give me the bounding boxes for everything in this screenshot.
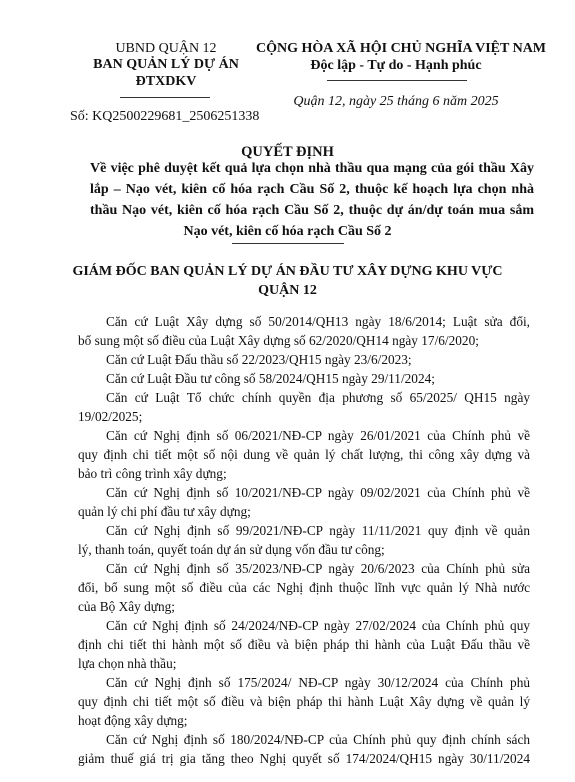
issue-date: Quận 12, ngày 25 tháng 6 năm 2025 <box>293 94 499 109</box>
subject-line-3: thầu Nạo vét, kiên cố hóa rạch Cầu Số 2, thuộc dự án/dự toán mua sắm <box>90 203 534 218</box>
title-divider <box>232 243 344 244</box>
basis-line: Căn cứ Nghị định số 35/2023/NĐ-CP ngày 20/6/2023 của Chính phủ sửa <box>106 561 530 576</box>
basis-line: đổi, bổ sung một số điều của các Nghị định thuộc lĩnh vực quản lý Nhà nước <box>78 580 530 595</box>
header-agency-line2: BAN QUẢN LÝ DỰ ÁN <box>93 57 239 72</box>
basis-line: quản lý chi phí đầu tư xây dựng; <box>78 504 251 519</box>
basis-line: quy định chi tiết một số điều và biện pháp thi hành Luật Xây dựng về quản lý <box>78 694 530 709</box>
authority-line-1: GIÁM ĐỐC BAN QUẢN LÝ DỰ ÁN ĐẦU TƯ XÂY DỰNG KHU VỰC <box>72 264 503 279</box>
header-agency-line1: UBND QUẬN 12 <box>115 41 217 56</box>
basis-line: 19/02/2025; <box>78 409 143 424</box>
basis-line: định chi tiết thi hành một số điều và biện pháp thi hành của Luật Đấu thầu về <box>78 637 530 652</box>
header-agency-line3: ĐTXDKV <box>135 74 197 89</box>
header-right-divider <box>327 80 467 81</box>
basis-line: lựa chọn nhà thầu; <box>78 656 177 671</box>
subject-line-2: lắp – Nạo vét, kiên cố hóa rạch Cầu Số 2, thuộc kế hoạch lựa chọn nhà <box>90 182 534 197</box>
subject-line-1: Về việc phê duyệt kết quả lựa chọn nhà thầu qua mạng của gói thầu Xây <box>90 161 534 176</box>
basis-line: Căn cứ Nghị định số 180/2024/NĐ-CP của Chính phủ quy định chính sách <box>106 732 530 747</box>
basis-line: bảo trì công trình xây dựng; <box>78 466 227 481</box>
basis-line: Căn cứ Nghị định số 24/2024/NĐ-CP ngày 27/02/2024 của Chính phủ quy <box>106 618 530 633</box>
basis-line: Căn cứ Luật Đấu thầu số 22/2023/QH15 ngày 23/6/2023; <box>106 352 412 367</box>
basis-line: quy định chi tiết một số nội dung về quản lý chất lượng, thi công xây dựng và <box>78 447 530 462</box>
basis-line: bổ sung một số điều của Luật Xây dựng số 62/2020/QH14 ngày 17/6/2020; <box>78 333 479 348</box>
basis-line: Căn cứ Luật Đầu tư công số 58/2024/QH15 ngày 29/11/2024; <box>106 371 435 386</box>
basis-line: của Bộ Xây dựng; <box>78 599 175 614</box>
basis-line: Căn cứ Nghị định số 99/2021/NĐ-CP ngày 11/11/2021 quy định về quản <box>106 523 530 538</box>
header-nation-title: CỘNG HÒA XÃ HỘI CHỦ NGHĨA VIỆT NAM <box>256 41 547 56</box>
basis-line: hoạt động xây dựng; <box>78 713 188 728</box>
basis-line: giảm thuế giá trị gia tăng theo Nghị quyết số 174/2024/QH15 ngày 30/11/2024 <box>78 751 530 766</box>
basis-line: Căn cứ Nghị định số 175/2024/ NĐ-CP ngày 30/12/2024 của Chính phủ <box>106 675 530 690</box>
header-left-divider <box>120 97 210 98</box>
document-heading: QUYẾT ĐỊNH <box>241 144 334 160</box>
basis-line: lý, thanh toán, quyết toán dự án sử dụng vốn đầu tư công; <box>78 542 385 557</box>
document-number: Số: KQ2500229681_2506251338 <box>70 109 260 124</box>
subject-line-4: Nạo vét, kiên cố hóa rạch Cầu Số 2 <box>183 224 392 239</box>
basis-line: Căn cứ Luật Tổ chức chính quyền địa phương số 65/2025/ QH15 ngày <box>106 390 530 405</box>
authority-line-2: QUẬN 12 <box>258 283 317 298</box>
basis-line: Căn cứ Luật Xây dựng số 50/2014/QH13 ngày 18/6/2014; Luật sửa đổi, <box>106 314 530 329</box>
header-motto: Độc lập - Tự do - Hạnh phúc <box>310 58 482 73</box>
basis-line: Căn cứ Nghị định số 06/2021/NĐ-CP ngày 26/01/2021 của Chính phủ về <box>106 428 530 443</box>
basis-line: Căn cứ Nghị định số 10/2021/NĐ-CP ngày 09/02/2021 của Chính phủ về <box>106 485 530 500</box>
